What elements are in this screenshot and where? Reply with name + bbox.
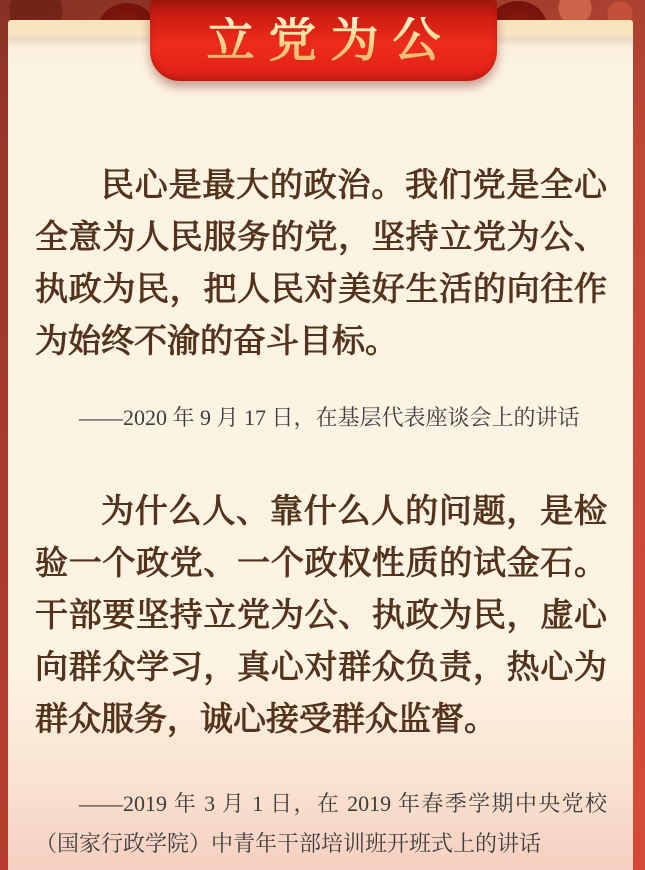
title-ribbon	[150, 0, 497, 81]
quote-text: 为什么人、靠什么人的问题，是检验一个政党、一个政权性质的试金石。干部要坚持立党为公、执政为民，虚心向群众学习，真心对群众负责，热心为群众服务，诚心接受群众监督。	[35, 494, 607, 738]
quote-block	[35, 486, 607, 864]
poster-title: 立党为公	[192, 17, 454, 65]
quote-card	[8, 20, 633, 870]
quote-attribution: ——2020 年 9 月 17 日，在基层代表座谈会上的讲话	[79, 405, 580, 430]
quote-block	[35, 160, 607, 438]
quote-attribution: ——2019 年 3 月 1 日，在 2019 年春季学期中央党校（国家行政学院）中青年干部培训班开班式上的讲话	[35, 791, 607, 856]
quote-content	[35, 160, 607, 864]
quote-text: 民心是最大的政治。我们党是全心全意为人民服务的党，坚持立党为公、执政为民，把人民对美好生活的向往作为始终不渝的奋斗目标。	[35, 168, 607, 360]
